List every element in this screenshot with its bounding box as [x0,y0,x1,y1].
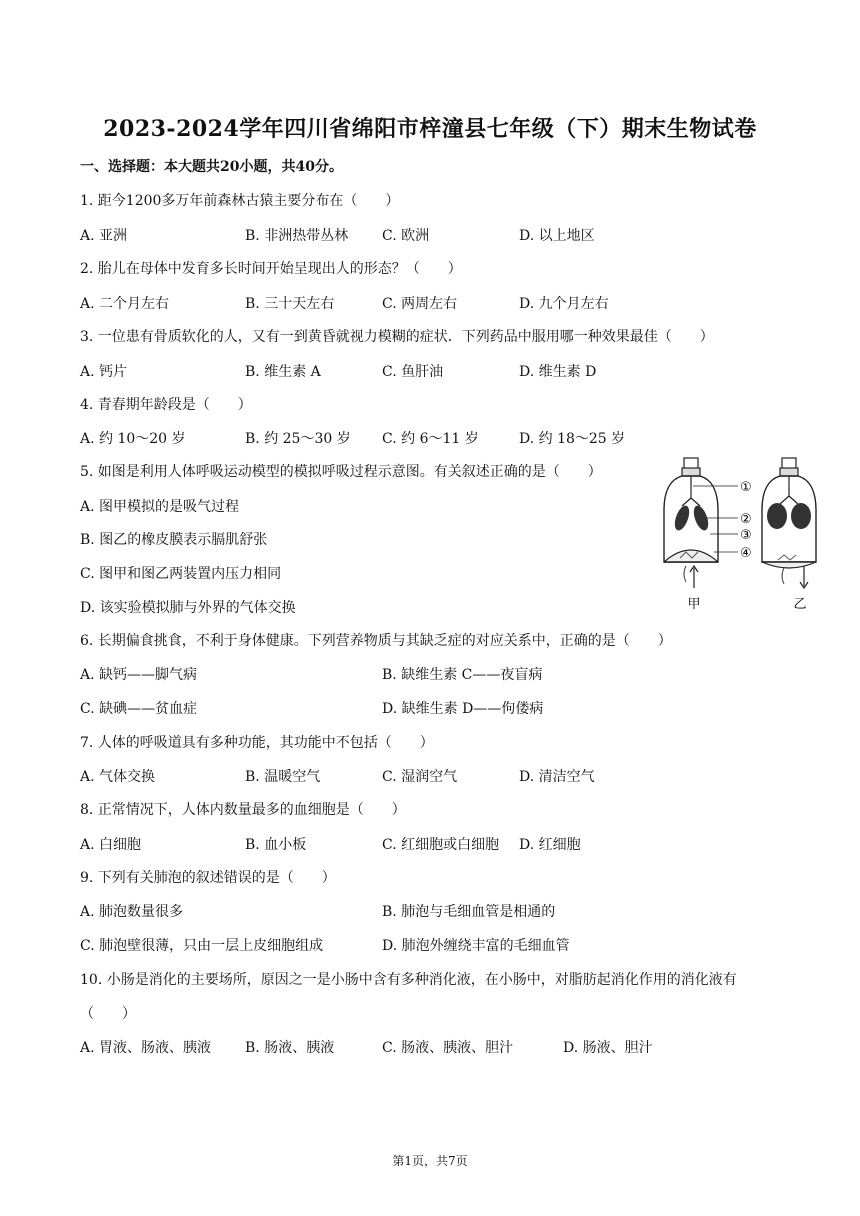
option-b: B. 缺维生素 C——夜盲病 [382,667,543,683]
option-d: D. 清洁空气 [519,769,595,785]
option-c: C. 图甲和图乙两装置内压力相同 [80,566,282,582]
option-b: B. 三十天左右 [245,296,335,312]
caption-yi: 乙 [793,597,807,612]
section-heading: 一、选择题：本大题共20小题，共40分。 [80,159,343,175]
option-c: C. 肺泡壁很薄，只由一层上皮细胞组成 [80,938,324,954]
option-b: B. 维生素 A [245,364,321,380]
option-c: C. 红细胞或白细胞 [382,837,500,853]
label-4: ④ [740,546,752,561]
option-c: C. 湿润空气 [382,769,458,785]
option-a: A. 白细胞 [80,837,142,853]
exam-title: 2023-2024学年四川省绵阳市梓潼县七年级（下）期末生物试卷 [103,116,757,142]
question-stem: 1. 距今1200多万年前森林古猿主要分布在（ ） [80,193,400,209]
option-d: D. 该实验模拟肺与外界的气体交换 [80,600,296,616]
jar-yi [762,458,816,588]
option-d: D. 九个月左右 [519,296,609,312]
question-stem: 9. 下列有关肺泡的叙述错误的是（ ） [80,870,336,886]
label-3: ③ [740,528,752,543]
option-d: D. 肺泡外缠绕丰富的毛细血管 [382,938,570,954]
option-b: B. 肺泡与毛细血管是相通的 [382,904,556,920]
option-b: B. 约 25～30 岁 [245,431,351,447]
option-c: C. 欧洲 [382,228,430,244]
option-b: B. 温暖空气 [245,769,321,785]
question-stem: 7. 人体的呼吸道具有多种功能，其功能中不包括（ ） [80,735,434,751]
option-a: A. 肺泡数量很多 [80,904,184,920]
breathing-model-diagram [660,450,820,615]
option-d: D. 肠液、胆汁 [563,1040,653,1056]
option-a: A. 亚洲 [80,228,128,244]
option-a: A. 图甲模拟的是吸气过程 [80,499,240,515]
option-c: C. 鱼肝油 [382,364,444,380]
page-footer: 第1页，共7页 [392,1154,468,1168]
option-b: B. 图乙的橡皮膜表示膈肌舒张 [80,532,268,548]
option-c: C. 缺碘——贫血症 [80,701,198,717]
option-a: A. 二个月左右 [80,296,170,312]
jar-jia [664,458,718,588]
option-c: C. 两周左右 [382,296,458,312]
question-stem: 8. 正常情况下，人体内数量最多的血细胞是（ ） [80,802,406,818]
question-stem: 6. 长期偏食挑食，不利于身体健康。下列营养物质与其缺乏症的对应关系中，正确的是（ ） [80,633,672,649]
option-d: D. 维生素 D [519,364,597,380]
question-stem: 2. 胎儿在母体中发育多长时间开始呈现出人的形态？（ ） [80,261,462,277]
option-b: B. 非洲热带丛林 [245,228,349,244]
option-a: A. 胃液、肠液、胰液 [80,1040,212,1056]
breathing-model-figure [660,450,820,615]
option-d: D. 红细胞 [519,837,581,853]
option-a: A. 缺钙——脚气病 [80,667,198,683]
option-a: A. 气体交换 [80,769,156,785]
option-c: C. 约 6～11 岁 [382,431,479,447]
question-stem: 4. 青春期年龄段是（ ） [80,397,252,413]
label-2: ② [740,512,752,527]
question-stem: 3. 一位患有骨质软化的人，又有一到黄昏就视力模糊的症状．下列药品中服用哪一种效果最佳（ ） [80,329,714,345]
question-stem: 10. 小肠是消化的主要场所，原因之一是小肠中含有多种消化液，在小肠中，对脂肪起消化作用的消化液有 [80,972,737,988]
option-d: D. 以上地区 [519,228,595,244]
option-a: A. 约 10～20 岁 [80,431,186,447]
option-c: C. 肠液、胰液、胆汁 [382,1040,514,1056]
question-stem-continued: （ ） [80,1006,136,1022]
option-d: D. 约 18～25 岁 [519,431,626,447]
caption-jia: 甲 [687,597,701,612]
option-b: B. 肠液、胰液 [245,1040,335,1056]
label-1: ① [740,480,752,495]
option-a: A. 钙片 [80,364,128,380]
question-stem: 5. 如图是利用人体呼吸运动模型的模拟呼吸过程示意图。有关叙述正确的是（ ） [80,464,602,480]
option-d: D. 缺维生素 D——佝偻病 [382,701,544,717]
option-b: B. 血小板 [245,837,307,853]
